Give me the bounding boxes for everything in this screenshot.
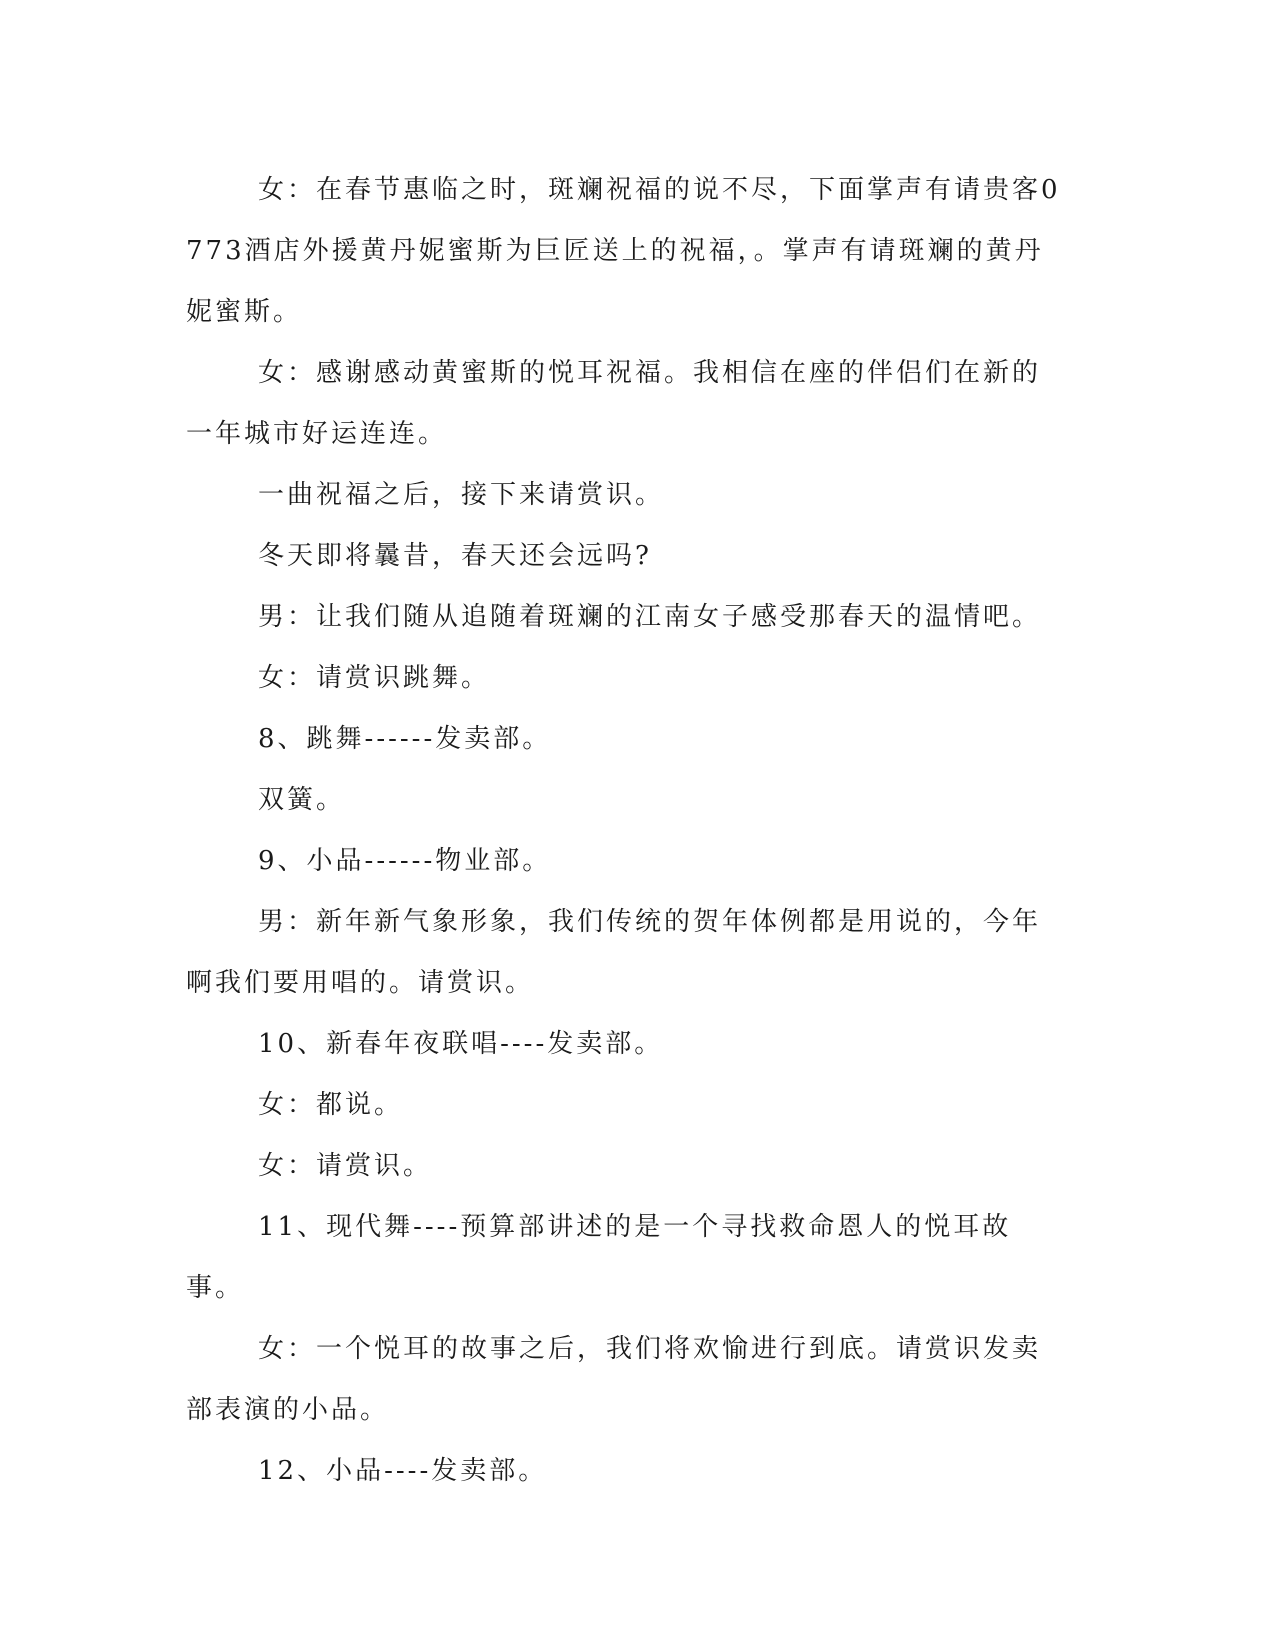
paragraph-15: 女：一个悦耳的故事之后，我们将欢愉进行到底。请赏识发卖部表演的小品。 — [186, 1334, 1042, 1425]
paragraph-13: 女：请赏识。 — [258, 1151, 433, 1181]
document-body — [186, 160, 1066, 1502]
paragraph-2: 女：感谢感动黄蜜斯的悦耳祝福。我相信在座的伴侣们在新的一年城市好运连连。 — [186, 358, 1042, 449]
paragraph-9: 9、小品------物业部。 — [258, 846, 552, 876]
paragraph-4: 冬天即将曩昔，春天还会远吗? — [258, 541, 652, 571]
paragraph-14: 11、现代舞----预算部讲述的是一个寻找救命恩人的悦耳故事。 — [186, 1212, 1012, 1303]
paragraph-6: 女：请赏识跳舞。 — [258, 663, 491, 693]
paragraph-5: 男：让我们随从追随着斑斓的江南女子感受那春天的温情吧。 — [258, 602, 1042, 632]
paragraph-12: 女：都说。 — [258, 1090, 404, 1120]
paragraph-3: 一曲祝福之后，接下来请赏识。 — [258, 480, 665, 510]
paragraph-11: 10、新春年夜联唱----发卖部。 — [258, 1029, 664, 1059]
paragraph-7: 8、跳舞------发卖部。 — [258, 724, 552, 754]
paragraph-10: 男：新年新气象形象，我们传统的贺年体例都是用说的，今年啊我们要用唱的。请赏识。 — [186, 907, 1042, 998]
paragraph-16: 12、小品----发卖部。 — [258, 1456, 548, 1486]
paragraph-1: 女：在春节惠临之时，斑斓祝福的说不尽，下面掌声有请贵客0773酒店外援黄丹妮蜜斯为巨匠送上的祝福，。掌声有请斑斓的黄丹妮蜜斯。 — [186, 175, 1061, 327]
paragraph-8: 双簧。 — [258, 785, 346, 815]
